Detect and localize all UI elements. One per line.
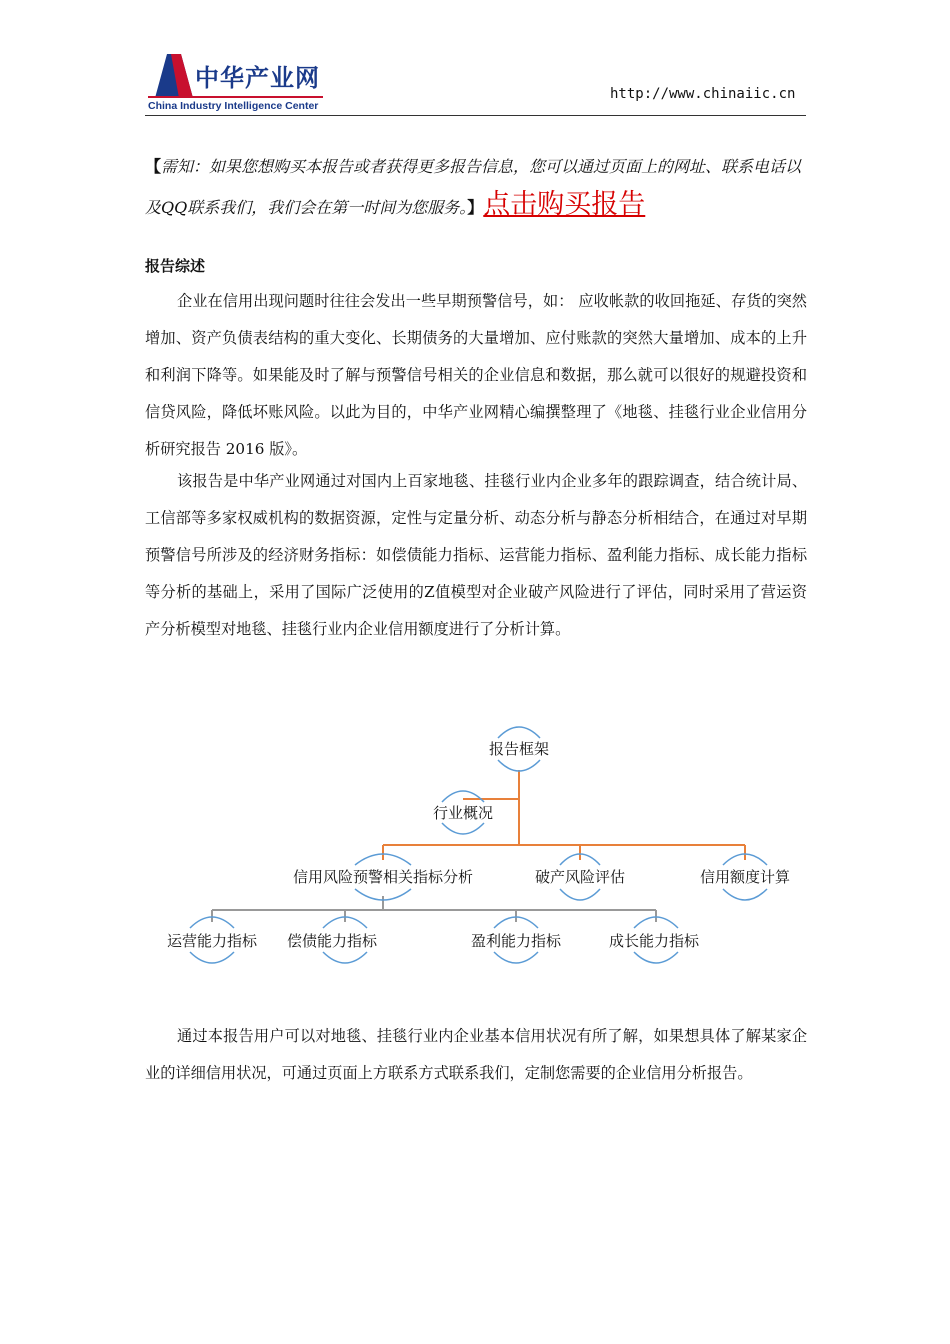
arc-root-top [498,727,540,738]
paragraph-intro: 企业在信用出现问题时往往会发出一些早期预警信号，如： 应收帐款的收回拖延、存货的突然增加、资产负债表结构的重大变化、长期债务的大量增加、应付账款的突然大量增加、成本的上升和利润下降等。如果能及时了解与预警信号相关的企业信息和数据，那么就可以很好的规避投资和信贷风险，降低坏账风险。以此为目的，中华产业网精心编撰整理了《地毯、挂毯行业企业信用分析研究报告 2016 版》。 [145,292,807,458]
paragraph-conclusion: 通过本报告用户可以对地毯、挂毯行业内企业基本信用状况有所了解，如果想具体了解某家企业的详细信用状况，可通过页面上方联系方式联系我们，定制您需要的企业信用分析报告。 [145,1027,807,1082]
node-profitability: 盈利能力指标 [470,932,562,950]
node-credit-risk-analysis: 信用风险预警相关指标分析 [292,868,474,886]
arc-l2b-bottom [323,952,367,963]
arc-root-bottom [498,760,540,771]
arc-l2b-top [323,917,367,928]
arc-l2d-top [634,917,678,928]
arc-l1a-top [355,854,411,865]
logo-title: 中华产业网 [195,64,320,92]
arc-l1a-bottom [355,889,411,900]
arc-l1b-bottom [560,889,600,900]
arc-l2d-bottom [634,952,678,963]
arc-l1c-bottom [723,889,767,900]
arc-l1b-top [560,854,600,865]
framework-node-arcs [190,727,767,963]
section-title: 报告综述 [145,257,206,275]
node-solvency: 偿债能力指标 [286,932,378,950]
site-logo[interactable] [145,50,345,114]
node-growth-ability: 成长能力指标 [608,932,700,950]
framework-gray-connectors [212,896,656,922]
node-overview: 行业概况 [432,804,494,822]
node-credit-limit: 信用额度计算 [699,868,791,886]
notice-text: 需知：如果您想购买本报告或者获得更多报告信息，您可以通过页面上的网址、联系电话以及QQ联系我们，我们会在第一时间为您服务。 [145,157,802,217]
node-operating-ability: 运营能力指标 [166,932,258,950]
framework-orange-connectors [383,770,745,860]
node-root: 报告框架 [488,740,550,758]
arc-overview-bottom [442,823,484,834]
arc-l2c-bottom [494,952,538,963]
site-url[interactable]: http://www.chinaiic.cn [610,86,796,102]
arc-l2a-top [190,917,234,928]
header-divider [145,115,806,116]
logo-subtitle: China Industry Intelligence Center [148,100,319,112]
paragraph-method: 该报告是中华产业网通过对国内上百家地毯、挂毯行业内企业多年的跟踪调查，结合统计局、工信部等多家权威机构的数据资源，定性与定量分析、动态分析与静态分析相结合，在通过对早期预警信号所涉及的经济财务指标：如偿债能力指标、运营能力指标、盈利能力指标、成长能力指标等分析的基础上，采用了国际广泛使用的Z值模型对企业破产风险进行了评估，同时采用了营运资产分析模型对地毯、挂毯行业内企业信用额度进行了分析计算。 [145,472,807,638]
notice-open-bracket: 【 [145,157,162,176]
purchase-notice [145,148,807,227]
arc-l1c-top [723,854,767,865]
arc-overview-top [442,791,484,802]
node-bankruptcy-risk: 破产风险评估 [534,868,626,886]
arc-l2c-top [494,917,538,928]
arc-l2a-bottom [190,952,234,963]
notice-close-bracket: 】 [467,198,484,217]
buy-report-link[interactable]: 点击购买报告 [483,189,646,220]
